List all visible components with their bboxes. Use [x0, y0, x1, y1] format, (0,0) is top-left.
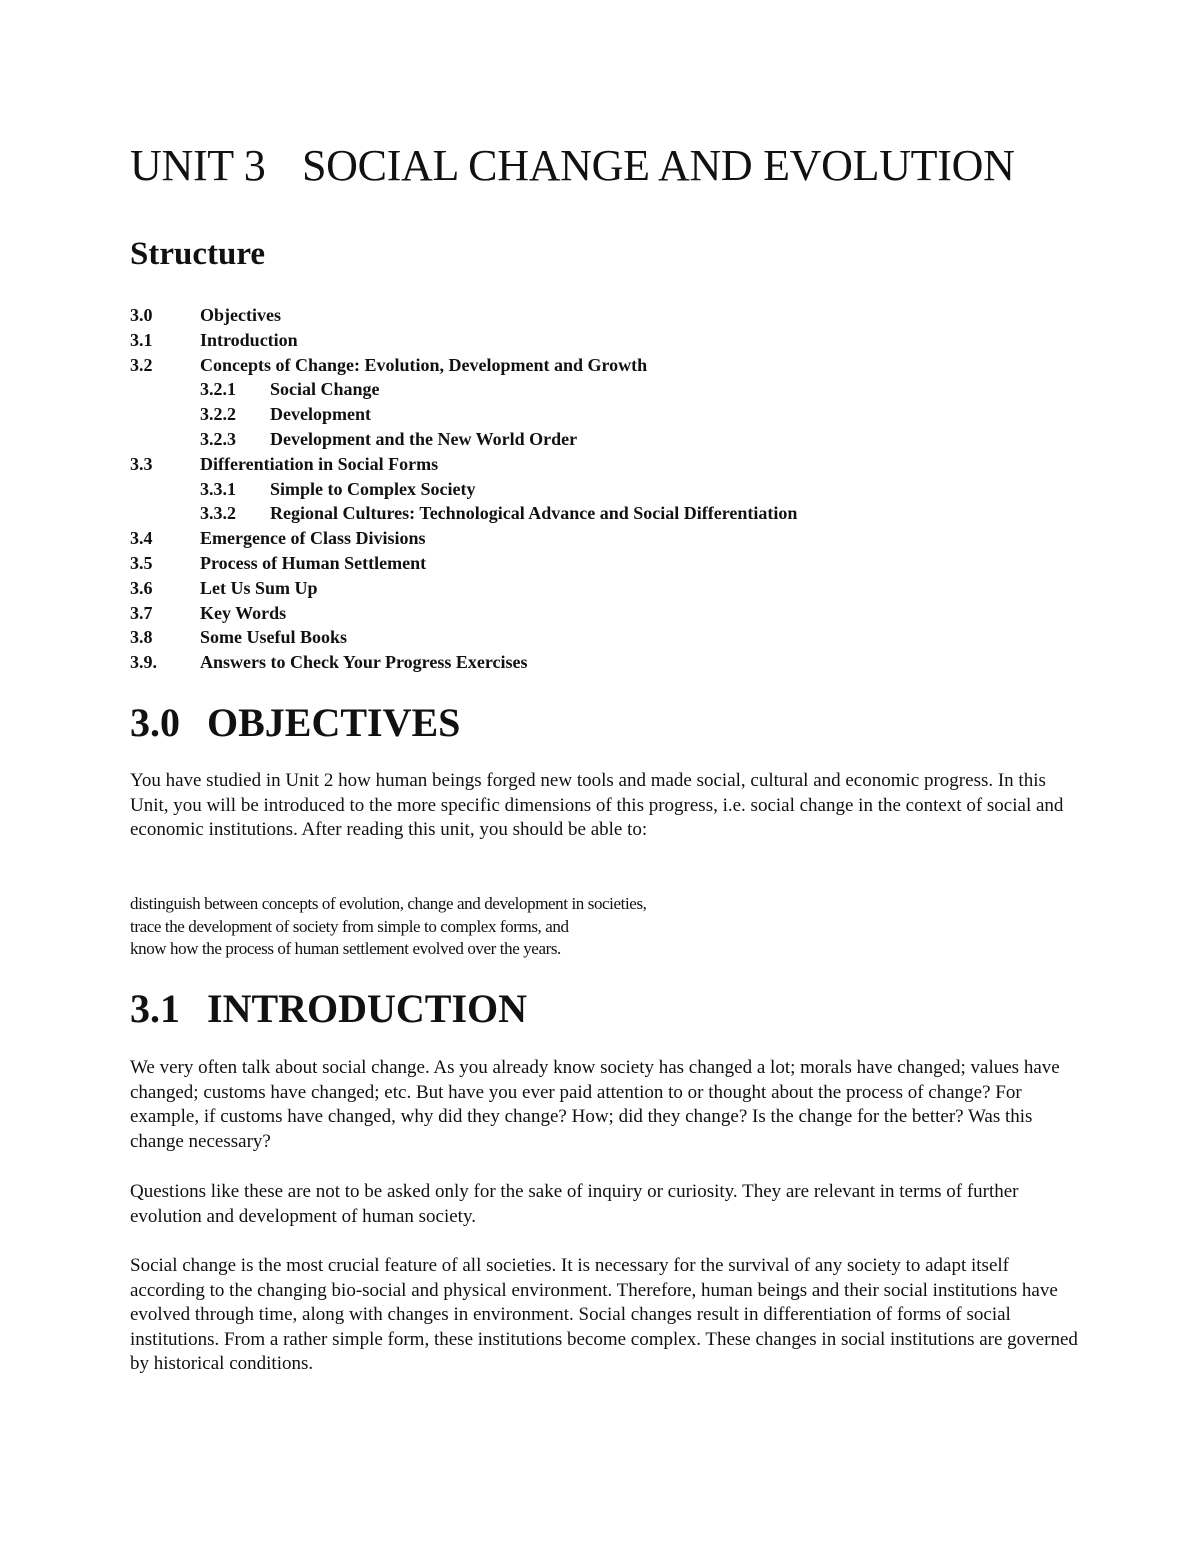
objectives-list	[130, 893, 647, 961]
toc-item-number: 3.6	[130, 577, 153, 598]
toc-item	[130, 576, 797, 601]
toc-item	[130, 328, 797, 353]
toc-item	[130, 601, 797, 626]
toc-item	[130, 625, 797, 650]
table-of-contents	[130, 303, 797, 675]
toc-subitem	[130, 402, 797, 427]
toc-item-number: 3.2.1	[200, 379, 236, 400]
toc-item-label: Concepts of Change: Evolution, Development and Growth	[200, 354, 648, 375]
toc-item-label: Differentiation in Social Forms	[200, 453, 439, 474]
toc-item-label: Objectives	[200, 305, 281, 325]
toc-item-number: 3.3.1	[200, 478, 236, 499]
section-title: OBJECTIVES	[207, 700, 461, 745]
toc-item-label: Some Useful Books	[200, 627, 348, 648]
toc-item-label: Development	[270, 404, 371, 425]
objective-point: know how the process of human settlement evolved over the years.	[130, 939, 561, 958]
unit-title	[130, 140, 1015, 191]
toc-item-number: 3.3	[130, 453, 153, 474]
toc-item-label: Introduction	[200, 329, 298, 350]
toc-item-number: 3.2.2	[200, 404, 236, 425]
toc-subitem	[130, 501, 797, 526]
toc-item-number: 3.9.	[130, 652, 157, 673]
toc-subitem	[130, 377, 797, 402]
toc-item	[130, 303, 797, 328]
unit-title-text: SOCIAL CHANGE AND EVOLUTION	[302, 141, 1015, 190]
section-title: INTRODUCTION	[207, 986, 528, 1031]
toc-item-number: 3.5	[130, 552, 153, 573]
toc-item	[130, 551, 797, 576]
introduction-paragraph: Questions like these are not to be asked only for the sake of inquiry or curiosity. They are relevant in terms of further evolution and development of human society.	[130, 1181, 1019, 1227]
toc-item-number: 3.3.2	[200, 503, 236, 524]
objective-point: distinguish between concepts of evolution, change and development in societies,	[130, 894, 647, 913]
unit-number: UNIT 3	[130, 141, 266, 190]
introduction-paragraph: We very often talk about social change. As you already know society has changed a lot; morals have changed; values have changed; customs have changed; etc. But have you ever paid attention to or thought about the process of change? For example, if customs have changed, why did they change? How; did they change? Is the change for the better? Was this change necessary?	[130, 1057, 1060, 1152]
toc-item	[130, 452, 797, 477]
toc-item-number: 3.1	[130, 329, 153, 350]
toc-item	[130, 526, 797, 551]
introduction-heading	[130, 985, 527, 1032]
toc-item-label: Emergence of Class Divisions	[200, 528, 426, 549]
structure-heading: Structure	[130, 236, 266, 272]
objective-point: trace the development of society from simple to complex forms, and	[130, 916, 569, 936]
toc-item-label: Regional Cultures: Technological Advance and Social Differentiation	[270, 503, 798, 524]
toc-item-number: 3.8	[130, 627, 153, 648]
section-number: 3.0	[130, 700, 180, 745]
toc-item-label: Development and the New World Order	[270, 428, 578, 449]
toc-item-number: 3.0	[130, 305, 153, 325]
introduction-paragraph: Social change is the most crucial feature of all societies. It is necessary for the survival of any society to adapt itself according to the changing bio-social and physical environment. Therefore, human beings and their social institutions have evolved through time, along with changes in environment. Social changes result in differentiation of forms of social institutions. From a rather simple form, these institutions become complex. These changes in social institutions are governed by historical conditions.	[130, 1255, 1078, 1375]
objectives-heading	[130, 699, 460, 746]
toc-item-label: Process of Human Settlement	[200, 552, 427, 573]
toc-subitem	[130, 477, 797, 502]
toc-item	[130, 650, 797, 675]
toc-item-number: 3.2.3	[200, 428, 236, 449]
toc-item	[130, 353, 797, 378]
toc-subitem	[130, 427, 797, 452]
toc-item-number: 3.7	[130, 602, 153, 623]
toc-item-label: Key Words	[200, 602, 287, 623]
section-number: 3.1	[130, 986, 180, 1031]
toc-item-number: 3.2	[130, 354, 153, 375]
objectives-intro-paragraph: You have studied in Unit 2 how human beings forged new tools and made social, cultural and economic progress. In this Unit, you will be introduced to the more specific dimensions of this progress, i.e. social change in the context of social and economic institutions. After reading this unit, you should be able to:	[130, 770, 1064, 841]
toc-item-label: Answers to Check Your Progress Exercises	[200, 652, 528, 673]
toc-item-label: Simple to Complex Society	[270, 478, 476, 499]
toc-item-number: 3.4	[130, 528, 153, 549]
toc-item-label: Let Us Sum Up	[200, 577, 318, 598]
toc-item-label: Social Change	[270, 379, 380, 400]
